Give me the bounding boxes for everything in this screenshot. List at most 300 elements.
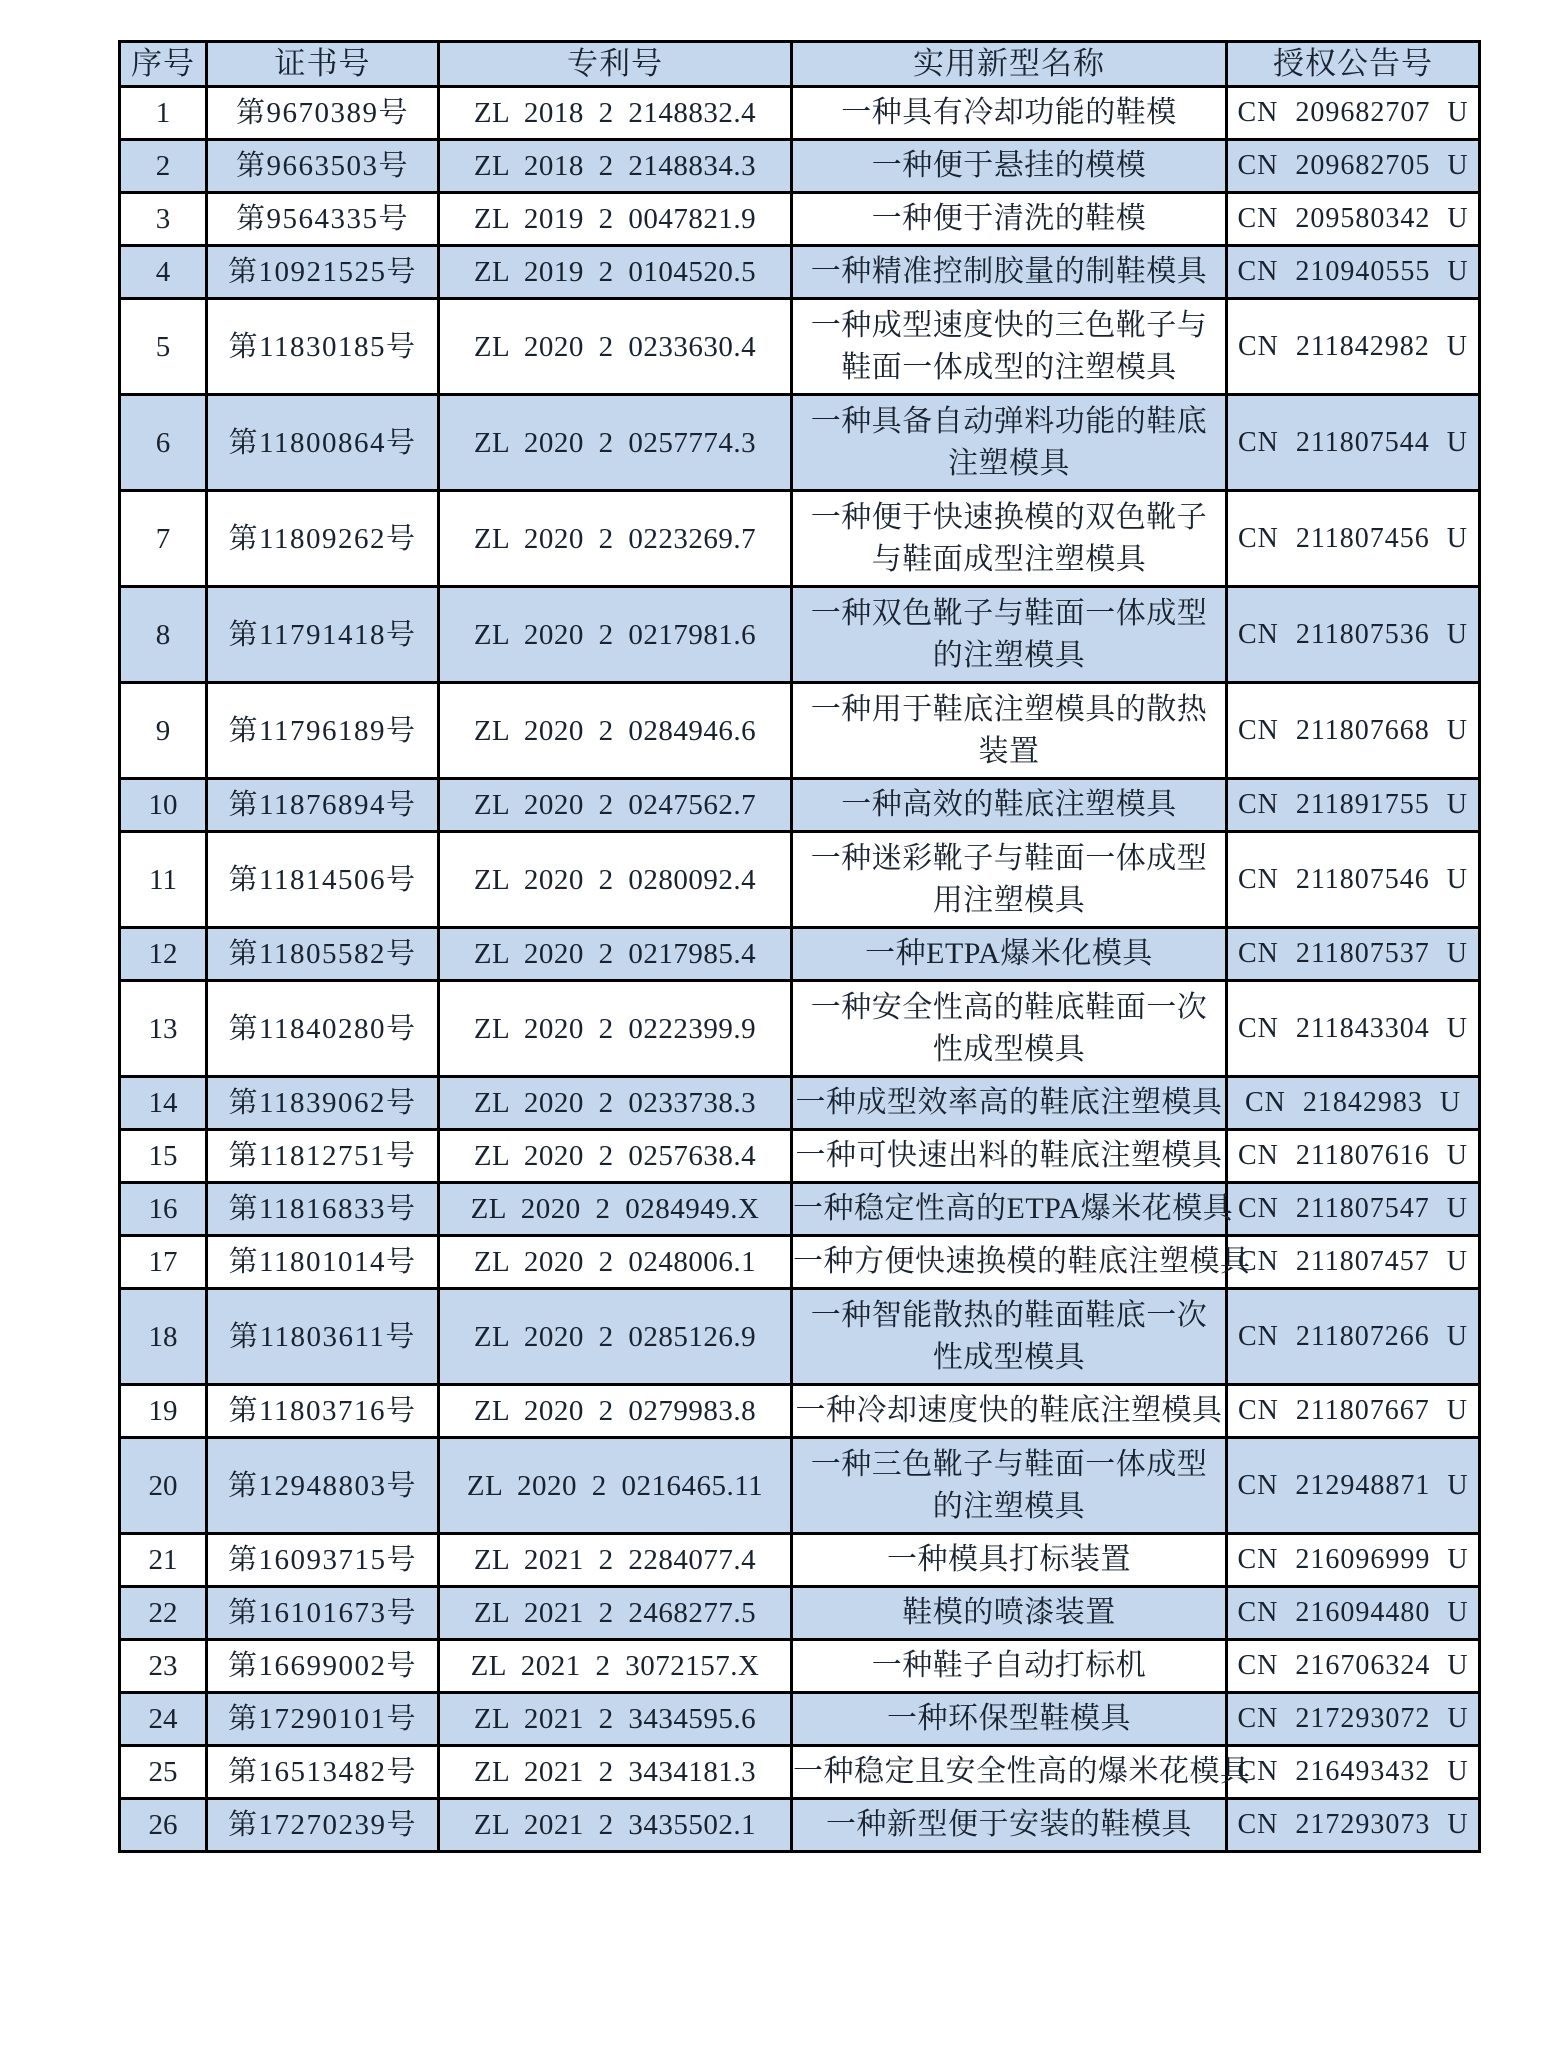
cell-text-patent: ZL 2018 2 2148834.3 xyxy=(473,150,757,182)
table-row xyxy=(120,1438,1480,1534)
cell-text-cert: 第11791418号 xyxy=(228,618,417,651)
cell-text-name: 一种稳定性高的ETPA爆米花模具 xyxy=(793,1192,1234,1225)
cell-text-patent: ZL 2020 2 0284949.X xyxy=(470,1193,760,1225)
cell-text-cn: CN 216094480 U xyxy=(1237,1597,1469,1628)
cell-patent xyxy=(439,87,792,140)
cell-patent xyxy=(439,140,792,193)
cell-no xyxy=(120,87,207,140)
cell-text-no: 17 xyxy=(148,1246,178,1278)
cell-text-no: 25 xyxy=(148,1756,178,1788)
cell-cert xyxy=(207,1183,439,1236)
cell-cn xyxy=(1227,928,1480,981)
cell-text-cn: CN 211807456 U xyxy=(1237,522,1469,554)
cell-text-cert: 第11812751号 xyxy=(228,1140,417,1172)
cell-text-cert: 第16101673号 xyxy=(227,1597,417,1629)
cell-text-cert: 第11876894号 xyxy=(228,789,417,821)
cell-text-patent: ZL 2020 2 0223269.7 xyxy=(473,522,757,555)
table-row xyxy=(120,832,1480,928)
cell-text-no: 9 xyxy=(155,714,171,747)
cell-text-cert: 第11839062号 xyxy=(228,1087,417,1119)
cell-no xyxy=(120,1693,207,1746)
table-row xyxy=(120,1289,1480,1385)
cell-text-cn: CN 211807544 U xyxy=(1237,426,1469,458)
cell-text-patent: ZL 2020 2 0248006.1 xyxy=(473,1246,757,1278)
cell-no xyxy=(120,683,207,779)
cell-text-cn: CN 211807266 U xyxy=(1237,1320,1469,1352)
cell-text-cn: CN 217293073 U xyxy=(1237,1809,1469,1840)
cell-text-no: 19 xyxy=(148,1395,178,1427)
cell-name xyxy=(792,683,1227,779)
cell-text-patent: ZL 2020 2 0279983.8 xyxy=(473,1395,757,1427)
cell-text-no: 18 xyxy=(148,1320,178,1353)
cell-no xyxy=(120,1534,207,1587)
header-cell-cn xyxy=(1227,42,1480,87)
table-row xyxy=(120,981,1480,1077)
cell-cn xyxy=(1227,1385,1480,1438)
cell-patent xyxy=(439,1534,792,1587)
cell-name xyxy=(792,1077,1227,1130)
cell-text-cn: CN 211807667 U xyxy=(1237,1395,1469,1426)
cell-cert xyxy=(207,491,439,587)
cell-text-cert: 第11814506号 xyxy=(228,863,417,896)
cell-name xyxy=(792,1640,1227,1693)
cell-name xyxy=(792,1534,1227,1587)
header-label-cn: 授权公告号 xyxy=(1273,46,1433,81)
cell-text-patent: ZL 2020 2 0280092.4 xyxy=(473,863,757,896)
cell-text-patent: ZL 2020 2 0257638.4 xyxy=(473,1140,757,1172)
table-row xyxy=(120,395,1480,491)
cell-no xyxy=(120,1077,207,1130)
cell-name xyxy=(792,928,1227,981)
cell-text-cert: 第11796189号 xyxy=(228,714,417,747)
cell-cert xyxy=(207,1385,439,1438)
cell-text-patent: ZL 2020 2 0217985.4 xyxy=(473,938,757,970)
cell-text-cert: 第16093715号 xyxy=(227,1544,417,1576)
cell-cn xyxy=(1227,395,1480,491)
cell-text-name: 一种便于清洗的鞋模 xyxy=(871,202,1147,235)
cell-text-cn: CN 211843304 U xyxy=(1237,1012,1469,1044)
cell-name xyxy=(792,981,1227,1077)
header-label-name: 实用新型名称 xyxy=(913,46,1105,81)
cell-text-name: 一种可快速出料的鞋底注塑模具 xyxy=(795,1139,1223,1172)
cell-name xyxy=(792,1289,1227,1385)
cell-cn xyxy=(1227,1640,1480,1693)
cell-no xyxy=(120,1289,207,1385)
cell-text-cn: CN 217293072 U xyxy=(1237,1703,1469,1734)
cell-patent xyxy=(439,246,792,299)
cell-text-name: 一种智能散热的鞋面鞋底一次 性成型模具 xyxy=(810,1298,1208,1374)
cell-cert xyxy=(207,832,439,928)
cell-cn xyxy=(1227,1183,1480,1236)
cell-cert xyxy=(207,299,439,395)
cell-text-name: 一种高效的鞋底注塑模具 xyxy=(841,788,1177,821)
cell-no xyxy=(120,1640,207,1693)
cell-text-patent: ZL 2020 2 0216465.11 xyxy=(466,1469,764,1502)
table-row xyxy=(120,1693,1480,1746)
cell-text-name: 一种用于鞋底注塑模具的散热 装置 xyxy=(810,692,1208,768)
cell-cn xyxy=(1227,87,1480,140)
cell-text-cert: 第17270239号 xyxy=(227,1809,417,1841)
cell-cn xyxy=(1227,1130,1480,1183)
cell-name xyxy=(792,1799,1227,1852)
cell-text-patent: ZL 2020 2 0284946.6 xyxy=(473,714,757,747)
cell-patent xyxy=(439,1438,792,1534)
cell-no xyxy=(120,193,207,246)
cell-patent xyxy=(439,1587,792,1640)
table-row xyxy=(120,1587,1480,1640)
cell-patent xyxy=(439,1236,792,1289)
cell-text-cert: 第11801014号 xyxy=(228,1246,417,1278)
cell-text-name: 一种ETPA爆米化模具 xyxy=(865,937,1153,970)
cell-patent xyxy=(439,395,792,491)
cell-text-no: 24 xyxy=(148,1703,178,1735)
cell-text-name: 一种稳定且安全性高的爆米花模具 xyxy=(793,1755,1251,1788)
cell-text-cert: 第11803716号 xyxy=(228,1395,417,1427)
cell-cert xyxy=(207,683,439,779)
cell-patent xyxy=(439,1385,792,1438)
cell-no xyxy=(120,1799,207,1852)
cell-patent xyxy=(439,1640,792,1693)
cell-text-cert: 第11800864号 xyxy=(228,426,417,459)
cell-text-name: 一种迷彩靴子与鞋面一体成型 用注塑模具 xyxy=(810,841,1208,917)
cell-patent xyxy=(439,193,792,246)
header-label-no: 序号 xyxy=(131,46,195,81)
cell-no xyxy=(120,491,207,587)
cell-text-patent: ZL 2020 2 0217981.6 xyxy=(473,618,757,651)
cell-text-cert: 第9663503号 xyxy=(235,150,409,182)
header-cell-cert xyxy=(207,42,439,87)
cell-cn xyxy=(1227,981,1480,1077)
cell-cert xyxy=(207,193,439,246)
cell-text-cn: CN 211807537 U xyxy=(1237,938,1469,969)
cell-patent xyxy=(439,299,792,395)
cell-cert xyxy=(207,1236,439,1289)
cell-patent xyxy=(439,491,792,587)
table-row xyxy=(120,1236,1480,1289)
cell-name xyxy=(792,1183,1234,1236)
cell-text-cert: 第16513482号 xyxy=(227,1756,417,1788)
cell-no xyxy=(120,1746,207,1799)
cell-text-no: 15 xyxy=(148,1140,178,1172)
cell-text-name: 鞋模的喷漆装置 xyxy=(902,1596,1116,1629)
cell-text-name: 一种三色靴子与鞋面一体成型 的注塑模具 xyxy=(810,1447,1208,1523)
cell-text-no: 14 xyxy=(148,1087,178,1119)
cell-cert xyxy=(207,1693,439,1746)
cell-name xyxy=(792,1587,1227,1640)
cell-text-cn: CN 211807668 U xyxy=(1237,714,1469,746)
cell-text-name: 一种新型便于安装的鞋模具 xyxy=(826,1808,1192,1841)
cell-text-cert: 第11809262号 xyxy=(228,522,417,555)
cell-patent xyxy=(439,683,792,779)
cell-name xyxy=(792,1385,1227,1438)
table-row xyxy=(120,299,1480,395)
table-row xyxy=(120,928,1480,981)
cell-no xyxy=(120,779,207,832)
cell-cn xyxy=(1227,1587,1480,1640)
cell-text-cert: 第12948803号 xyxy=(227,1469,417,1502)
cell-name xyxy=(792,1746,1251,1799)
cell-patent xyxy=(439,928,792,981)
table-row xyxy=(120,246,1480,299)
header-row xyxy=(120,42,1480,87)
cell-text-patent: ZL 2018 2 2148832.4 xyxy=(473,97,757,129)
cell-cert xyxy=(207,587,439,683)
cell-text-cn: CN 216096999 U xyxy=(1237,1544,1469,1575)
cell-text-cert: 第11805582号 xyxy=(228,938,417,970)
cell-text-no: 21 xyxy=(148,1544,178,1576)
table-row xyxy=(120,140,1480,193)
cell-patent xyxy=(439,832,792,928)
cell-no xyxy=(120,832,207,928)
cell-text-no: 4 xyxy=(155,256,171,288)
cell-text-name: 一种便于快速换模的双色靴子 与鞋面成型注塑模具 xyxy=(810,500,1208,576)
cell-text-no: 22 xyxy=(148,1597,178,1629)
cell-cn xyxy=(1227,1534,1480,1587)
header-cell-patent xyxy=(439,42,792,87)
cell-cn xyxy=(1227,491,1480,587)
cell-text-cn: CN 216493432 U xyxy=(1237,1756,1469,1787)
cell-cn xyxy=(1227,193,1480,246)
cell-text-name: 一种鞋子自动打标机 xyxy=(871,1649,1147,1682)
cell-text-name: 一种成型速度快的三色靴子与 鞋面一体成型的注塑模具 xyxy=(810,308,1208,384)
cell-text-name: 一种具备自动弹料功能的鞋底 注塑模具 xyxy=(810,404,1208,480)
cell-name xyxy=(792,587,1227,683)
cell-name xyxy=(792,395,1227,491)
cell-patent xyxy=(439,1289,792,1385)
cell-name xyxy=(792,299,1227,395)
cell-text-no: 12 xyxy=(148,938,178,970)
cell-cert xyxy=(207,1438,439,1534)
cell-text-cert: 第11803611号 xyxy=(229,1320,416,1353)
cell-cn xyxy=(1227,779,1480,832)
cell-text-cert: 第10921525号 xyxy=(227,256,417,288)
cell-name xyxy=(792,1130,1227,1183)
table-header xyxy=(120,42,1480,87)
patent-table xyxy=(118,40,1481,1853)
cell-name xyxy=(792,1693,1227,1746)
cell-cert xyxy=(207,1077,439,1130)
cell-cert xyxy=(207,246,439,299)
cell-no xyxy=(120,1385,207,1438)
table-row xyxy=(120,1077,1480,1130)
cell-patent xyxy=(439,1693,792,1746)
cell-text-patent: ZL 2020 2 0257774.3 xyxy=(473,426,757,459)
cell-text-cn: CN 216706324 U xyxy=(1237,1650,1469,1681)
cell-text-name: 一种成型效率高的鞋底注塑模具 xyxy=(795,1086,1223,1119)
cell-text-no: 23 xyxy=(148,1650,178,1682)
table-row xyxy=(120,683,1480,779)
cell-text-patent: ZL 2021 2 3072157.X xyxy=(470,1650,760,1682)
cell-text-no: 1 xyxy=(155,97,171,129)
header-label-patent: 专利号 xyxy=(567,46,663,81)
cell-text-cn: CN 211807457 U xyxy=(1237,1246,1469,1277)
cell-text-cn: CN 212948871 U xyxy=(1237,1469,1469,1501)
cell-text-patent: ZL 2020 2 0222399.9 xyxy=(473,1012,757,1045)
cell-cn xyxy=(1227,1438,1480,1534)
cell-name xyxy=(792,246,1227,299)
cell-cert xyxy=(207,1640,439,1693)
cell-patent xyxy=(439,1746,792,1799)
cell-cert xyxy=(207,1534,439,1587)
cell-name xyxy=(792,140,1227,193)
cell-no xyxy=(120,395,207,491)
cell-patent xyxy=(439,1130,792,1183)
table-row xyxy=(120,87,1480,140)
cell-patent xyxy=(439,779,792,832)
cell-name xyxy=(792,1236,1251,1289)
cell-text-no: 26 xyxy=(148,1809,178,1841)
cell-text-no: 3 xyxy=(155,203,171,235)
cell-text-no: 13 xyxy=(148,1012,178,1045)
cell-text-no: 2 xyxy=(155,150,171,182)
cell-text-patent: ZL 2020 2 0285126.9 xyxy=(473,1320,757,1353)
cell-no xyxy=(120,299,207,395)
cell-text-cn: CN 211891755 U xyxy=(1237,789,1469,820)
cell-cert xyxy=(207,928,439,981)
cell-text-name: 一种安全性高的鞋底鞋面一次 性成型模具 xyxy=(810,990,1208,1066)
table-row xyxy=(120,491,1480,587)
cell-cn xyxy=(1227,587,1480,683)
cell-patent xyxy=(439,1799,792,1852)
cell-cert xyxy=(207,981,439,1077)
cell-patent xyxy=(439,981,792,1077)
cell-cn xyxy=(1227,1693,1480,1746)
cell-text-no: 5 xyxy=(155,330,171,363)
cell-text-no: 16 xyxy=(148,1193,178,1225)
cell-text-cn: CN 211842982 U xyxy=(1237,330,1469,362)
cell-text-cert: 第11840280号 xyxy=(228,1012,417,1045)
cell-text-name: 一种便于悬挂的模模 xyxy=(871,149,1147,182)
cell-text-cn: CN 211807536 U xyxy=(1237,618,1469,650)
cell-text-patent: ZL 2020 2 0233738.3 xyxy=(473,1087,757,1119)
cell-no xyxy=(120,246,207,299)
cell-cert xyxy=(207,1746,439,1799)
cell-name xyxy=(792,779,1227,832)
cell-text-cert: 第9564335号 xyxy=(235,203,409,235)
cell-cert xyxy=(207,779,439,832)
cell-text-no: 6 xyxy=(155,426,171,459)
cell-text-no: 8 xyxy=(155,618,171,651)
cell-name xyxy=(792,832,1227,928)
cell-no xyxy=(120,1236,207,1289)
cell-no xyxy=(120,1438,207,1534)
cell-text-cert: 第11830185号 xyxy=(228,330,417,363)
cell-no xyxy=(120,928,207,981)
cell-text-name: 一种双色靴子与鞋面一体成型 的注塑模具 xyxy=(810,596,1208,672)
cell-cert xyxy=(207,1799,439,1852)
cell-text-patent: ZL 2021 2 2468277.5 xyxy=(473,1597,757,1629)
cell-text-cert: 第11816833号 xyxy=(228,1193,417,1225)
cell-name xyxy=(792,87,1227,140)
cell-text-cn: CN 211807547 U xyxy=(1237,1193,1469,1224)
table-row xyxy=(120,587,1480,683)
cell-text-patent: ZL 2021 2 3434181.3 xyxy=(473,1756,757,1788)
table-row xyxy=(120,1183,1480,1236)
header-label-cert: 证书号 xyxy=(274,46,371,81)
header-cell-no xyxy=(120,42,207,87)
cell-patent xyxy=(439,1183,792,1236)
cell-cn xyxy=(1227,1799,1480,1852)
table-row xyxy=(120,193,1480,246)
cell-text-cn: CN 209682707 U xyxy=(1237,97,1469,128)
cell-name xyxy=(792,491,1227,587)
cell-cert xyxy=(207,1130,439,1183)
cell-text-patent: ZL 2021 2 3434595.6 xyxy=(473,1703,757,1735)
cell-text-name: 一种环保型鞋模具 xyxy=(887,1702,1131,1735)
cell-cert xyxy=(207,1587,439,1640)
table-row xyxy=(120,1640,1480,1693)
cell-text-patent: ZL 2021 2 3435502.1 xyxy=(473,1809,757,1841)
cell-text-cn: CN 211807616 U xyxy=(1237,1140,1469,1171)
table-row xyxy=(120,1799,1480,1852)
table-row xyxy=(120,1385,1480,1438)
cell-text-no: 11 xyxy=(149,863,177,896)
cell-patent xyxy=(439,1077,792,1130)
cell-cn xyxy=(1227,1077,1480,1130)
cell-patent xyxy=(439,587,792,683)
cell-text-cn: CN 21842983 U xyxy=(1244,1087,1462,1118)
table-row xyxy=(120,1746,1480,1799)
cell-cn xyxy=(1227,683,1480,779)
cell-cn xyxy=(1227,246,1480,299)
cell-cn xyxy=(1227,1289,1480,1385)
cell-cert xyxy=(207,395,439,491)
cell-text-patent: ZL 2020 2 0233630.4 xyxy=(473,330,757,363)
cell-cn xyxy=(1227,140,1480,193)
cell-no xyxy=(120,587,207,683)
table-body xyxy=(120,87,1480,1852)
cell-text-patent: ZL 2019 2 0047821.9 xyxy=(473,203,757,235)
cell-no xyxy=(120,1587,207,1640)
cell-text-name: 一种模具打标装置 xyxy=(887,1543,1131,1576)
cell-no xyxy=(120,140,207,193)
cell-text-no: 20 xyxy=(148,1469,178,1502)
cell-no xyxy=(120,981,207,1077)
cell-text-cn: CN 211807546 U xyxy=(1237,863,1469,895)
cell-text-cert: 第16699002号 xyxy=(227,1650,417,1682)
table-row xyxy=(120,779,1480,832)
cell-text-name: 一种冷却速度快的鞋底注塑模具 xyxy=(795,1394,1223,1427)
cell-cn xyxy=(1227,1236,1480,1289)
cell-cn xyxy=(1227,832,1480,928)
cell-text-patent: ZL 2019 2 0104520.5 xyxy=(473,256,757,288)
cell-text-no: 10 xyxy=(148,789,178,821)
cell-cn xyxy=(1227,1746,1480,1799)
header-cell-name xyxy=(792,42,1227,87)
cell-no xyxy=(120,1130,207,1183)
patent-table-container xyxy=(118,40,1478,1853)
cell-name xyxy=(792,1438,1227,1534)
cell-text-cn: CN 210940555 U xyxy=(1237,256,1469,287)
cell-text-name: 一种方便快速换模的鞋底注塑模具 xyxy=(793,1245,1251,1278)
cell-text-patent: ZL 2021 2 2284077.4 xyxy=(473,1544,757,1576)
cell-no xyxy=(120,1183,207,1236)
cell-cert xyxy=(207,87,439,140)
cell-text-patent: ZL 2020 2 0247562.7 xyxy=(473,789,757,821)
cell-text-cert: 第9670389号 xyxy=(235,97,409,129)
table-row xyxy=(120,1534,1480,1587)
cell-cert xyxy=(207,140,439,193)
cell-text-name: 一种具有冷却功能的鞋模 xyxy=(841,96,1177,129)
cell-text-no: 7 xyxy=(155,522,171,555)
cell-text-cn: CN 209682705 U xyxy=(1237,150,1469,181)
table-row xyxy=(120,1130,1480,1183)
cell-name xyxy=(792,193,1227,246)
cell-cn xyxy=(1227,299,1480,395)
cell-text-cert: 第17290101号 xyxy=(227,1703,417,1735)
cell-text-cn: CN 209580342 U xyxy=(1237,203,1469,234)
cell-cert xyxy=(207,1289,439,1385)
